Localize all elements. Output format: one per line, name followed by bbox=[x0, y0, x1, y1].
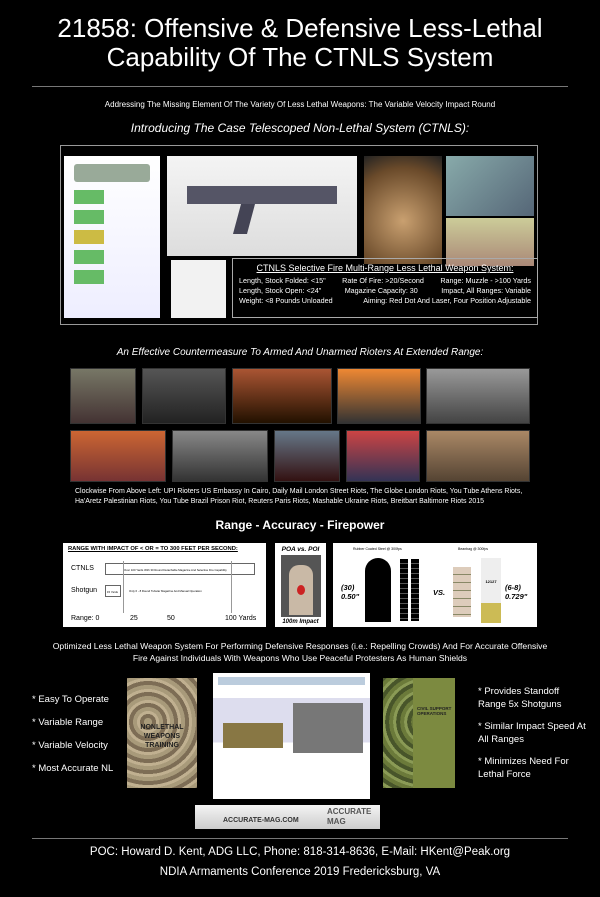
range-tick: 25 bbox=[130, 615, 138, 622]
civil-support-book bbox=[383, 678, 455, 788]
subtitle: Addressing The Missing Element Of The Variety Of Less Lethal Weapons: The Variable Velocity Impact Round bbox=[104, 100, 496, 109]
riot-photo bbox=[70, 368, 136, 424]
spec: Weight: <8 Pounds Unloaded bbox=[239, 296, 333, 305]
book-title: NONLETHAL WEAPONS TRAINING bbox=[140, 724, 184, 749]
shotgun-shell-image bbox=[481, 551, 501, 623]
ammo-right-count: (6-8) bbox=[505, 583, 521, 592]
spec: Rate Of Fire: >20/Second bbox=[342, 276, 424, 285]
ad-url: ACCURATE-MAG.COM bbox=[223, 817, 299, 824]
riot-photo bbox=[274, 430, 340, 482]
ammo-left-label: Rubber Coated Steel @ 300fps bbox=[353, 547, 402, 551]
range-tick: 50 bbox=[167, 615, 175, 622]
ctnls-label: CTNLS bbox=[71, 565, 94, 572]
target-title: POA vs. POI bbox=[281, 546, 320, 553]
shotgun-label: Shotgun bbox=[71, 587, 98, 594]
ctnls-note: Over 100 Yards With 30 Round Detachable Magazine And Selective Fire Capability bbox=[124, 568, 227, 572]
range-accuracy-heading: Range - Accuracy - Firepower bbox=[215, 518, 385, 532]
riots-caption: Clockwise From Above Left: UPI Rioters US Embassy In Cairo, Daily Mail London Street Riots, The Globe London Riots, You Tube Athens Riots, Ha'Aretz Palestinian Riots, You Tube Brazil Prison Riot, Reuters Paris Riots, Mashable Ukraine Riots, Breitbart Baltimore Riots 2015 bbox=[75, 488, 523, 505]
ctnls-arrow bbox=[105, 563, 255, 575]
weapon-sketch-image bbox=[171, 260, 226, 318]
riot-photo bbox=[172, 430, 268, 482]
range-tick: 100 Yards bbox=[225, 615, 257, 622]
bullet: * Variable Velocity bbox=[32, 740, 108, 751]
shotgun-arrow bbox=[105, 585, 121, 597]
riot-photo bbox=[70, 430, 166, 482]
spec: Range: Muzzle - >100 Yards bbox=[440, 276, 531, 285]
spec: Length, Stock Open: <24" bbox=[239, 286, 322, 295]
vs-label: VS. bbox=[433, 588, 446, 597]
range-chart-title: RANGE WITH IMPACT OF < OR = TO 300 FEET PER SECOND: bbox=[68, 546, 238, 552]
range-label: Range: 0 bbox=[71, 615, 100, 622]
bullet: * Variable Range bbox=[32, 717, 104, 728]
intro-heading: Introducing The Case Telescoped Non-Lethal System (CTNLS): bbox=[130, 121, 470, 135]
spec-heading: CTNLS Selective Fire Multi-Range Less Lethal Weapon System: bbox=[256, 263, 514, 273]
range-chart bbox=[63, 543, 266, 627]
prototype-photo bbox=[446, 156, 534, 216]
riot-photo bbox=[426, 430, 530, 482]
riot-photo bbox=[426, 368, 530, 424]
poc: POC: Howard D. Kent, ADG LLC, Phone: 818-314-8636, E-Mail: HKent@Peak.org bbox=[89, 846, 511, 858]
riot-photo bbox=[142, 368, 226, 424]
divider bbox=[32, 838, 568, 839]
riots-heading: An Effective Countermeasure To Armed And Unarmed Rioters At Extended Range: bbox=[116, 347, 484, 358]
ammo-left-caliber: 0.50" bbox=[341, 592, 360, 601]
shotgun-yards: 15 Yards bbox=[107, 590, 118, 594]
ammo-right-label: Beanbag @ 300fps bbox=[458, 547, 489, 551]
conference: NDIA Armaments Conference 2019 Fredericksburg, VA bbox=[159, 866, 441, 878]
book-title: CIVIL SUPPORT OPERATIONS bbox=[417, 706, 452, 716]
shotgun-note: Only 6 - 8 Round Tubular Magazine And Manual Operation bbox=[129, 589, 202, 593]
spec: Length, Stock Folded: <15" bbox=[239, 276, 326, 285]
bullet: * Minimizes Need For Lethal Force bbox=[478, 756, 569, 780]
target-image bbox=[281, 555, 321, 617]
spec: Impact, All Ranges: Variable bbox=[441, 286, 531, 295]
bullet: * Similar Impact Speed At All Ranges bbox=[478, 721, 586, 745]
rubber-round-image bbox=[365, 558, 391, 622]
weapon-render-image bbox=[167, 156, 357, 256]
right-bullets bbox=[478, 685, 588, 781]
round-photo bbox=[364, 156, 442, 264]
riot-photo bbox=[346, 430, 420, 482]
nonlethal-training-book bbox=[127, 678, 197, 788]
poster-title: 21858: Offensive & Defensive Less-Lethal Capability Of The CTNLS System bbox=[57, 13, 543, 72]
target-caption: 100m Impact bbox=[282, 619, 319, 625]
cartridge-diagram bbox=[64, 156, 160, 318]
spec: Aiming: Red Dot And Laser, Four Position Adjustable bbox=[363, 296, 531, 305]
spec: Magazine Capacity: 30 bbox=[344, 286, 418, 295]
spec-box bbox=[232, 258, 538, 318]
accurate-mag-ad[interactable] bbox=[195, 805, 380, 829]
ammo-right-caliber: 0.729" bbox=[505, 592, 528, 601]
ad-logo: ACCURATE MAG bbox=[327, 807, 372, 826]
ctnls-flyer bbox=[213, 673, 370, 799]
optimized-statement: Optimized Less Lethal Weapon System For Performing Defensive Responses (i.e.: Repelling Crowds) And For Accurate Offensive Fire Against Individuals With Weapons Who Use Peaceful Protesters As Human Shields bbox=[52, 641, 548, 663]
bullet: * Provides Standoff Range 5x Shotguns bbox=[478, 686, 562, 710]
shell-text: 12127 bbox=[485, 579, 497, 584]
ammo-comparison bbox=[333, 543, 537, 627]
riot-photo bbox=[232, 368, 332, 424]
left-bullets bbox=[32, 693, 113, 775]
target-panel bbox=[275, 543, 326, 627]
riot-photo bbox=[337, 368, 421, 424]
bullet: * Most Accurate NL bbox=[32, 763, 114, 774]
ammo-left-count: (30) bbox=[341, 583, 355, 592]
divider bbox=[32, 86, 568, 87]
bullet: * Easy To Operate bbox=[32, 694, 109, 705]
